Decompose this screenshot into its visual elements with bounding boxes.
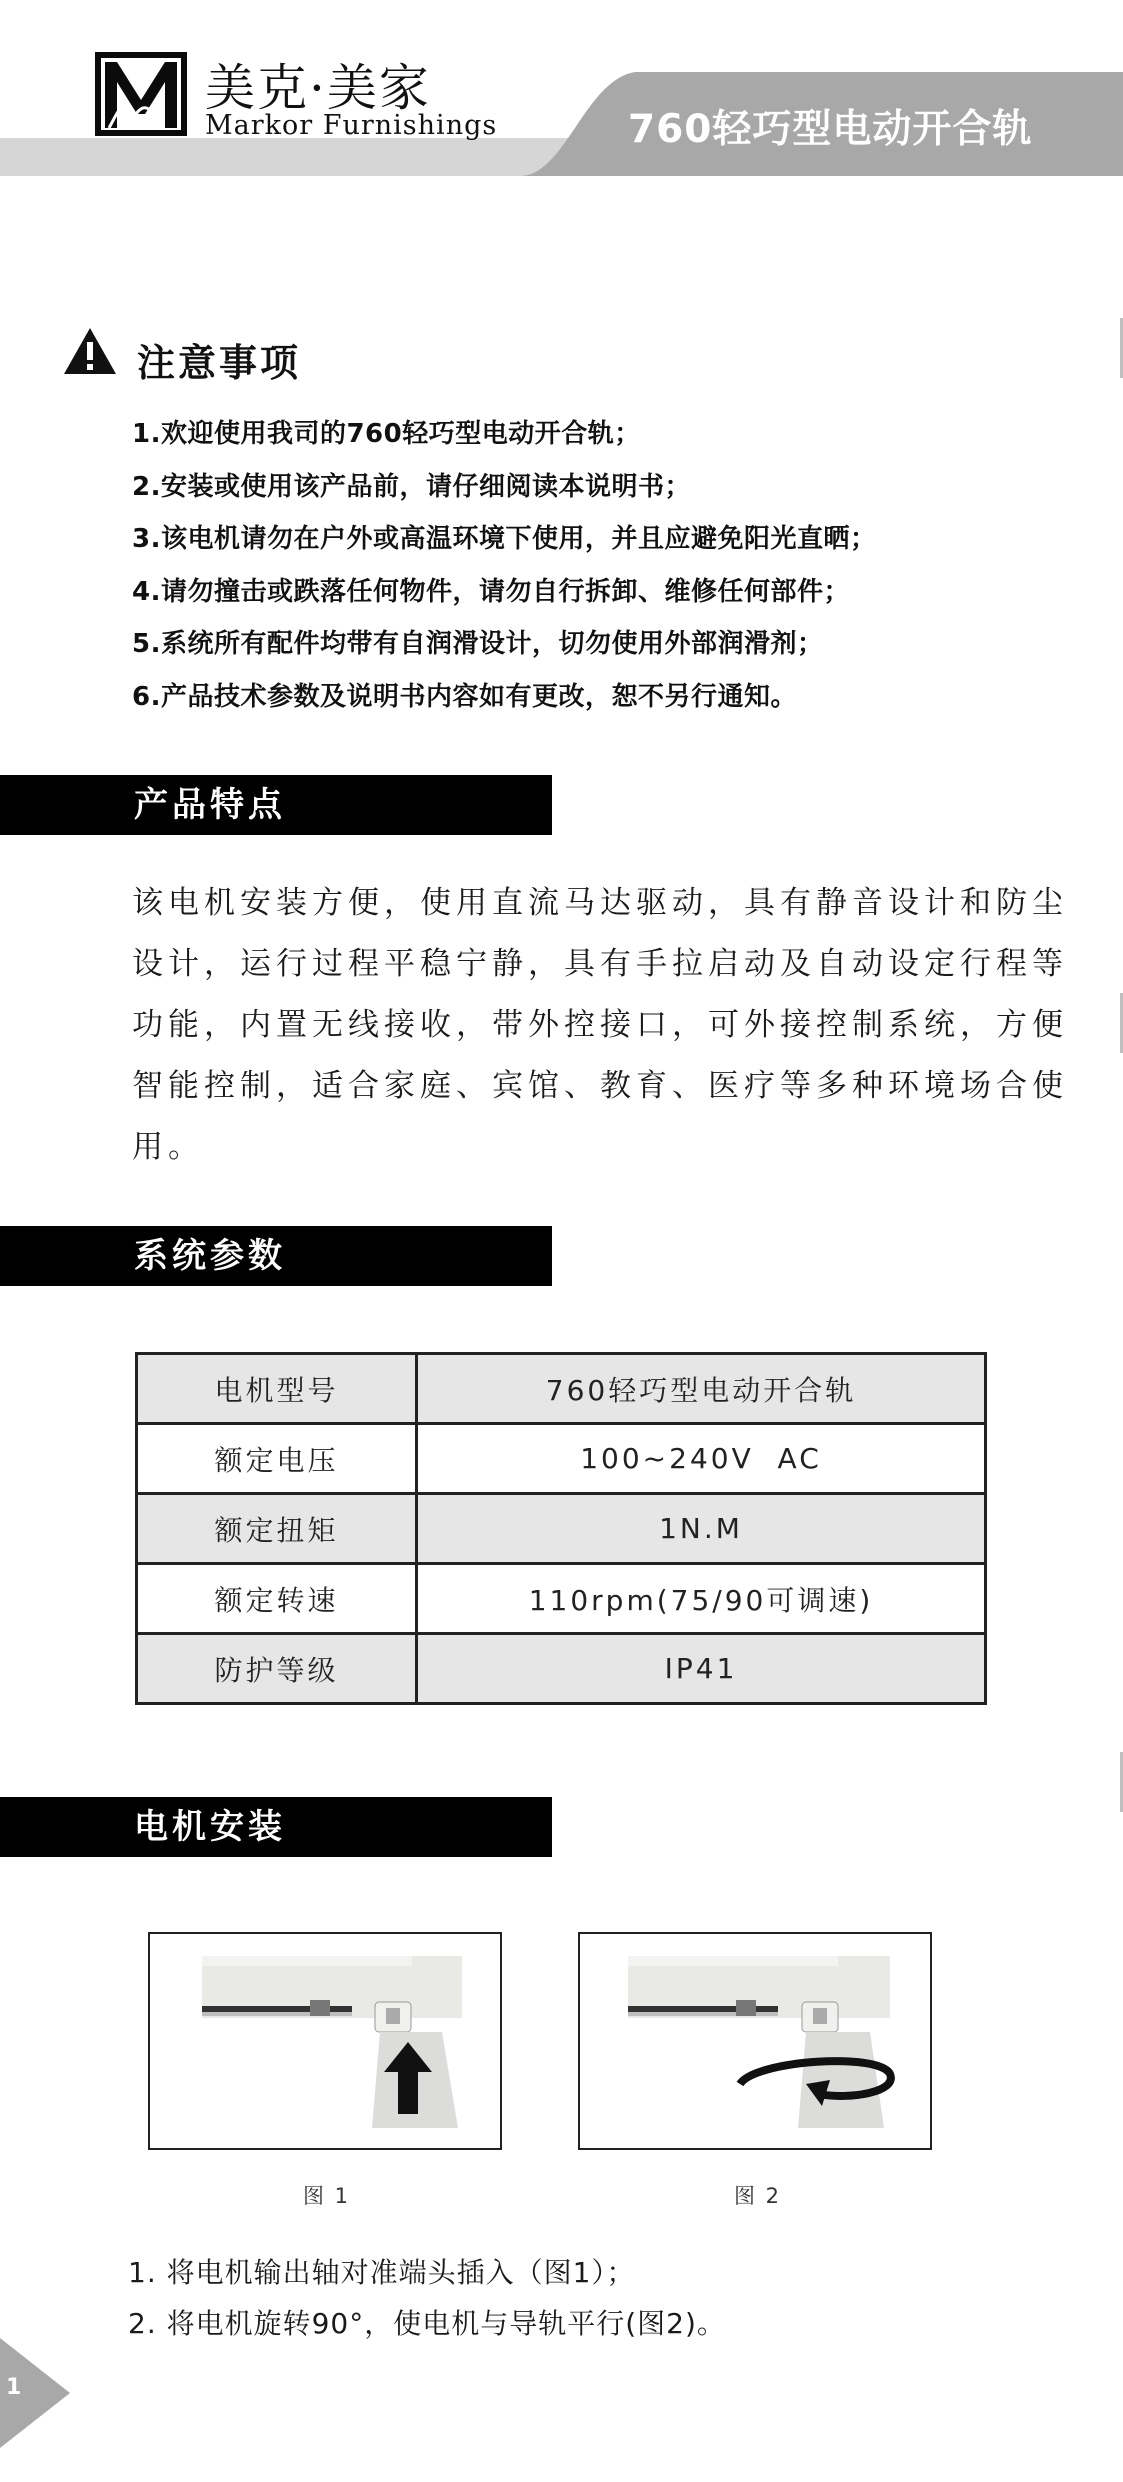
document-title: 760轻巧型电动开合轨 <box>628 107 1033 152</box>
table-row <box>137 1564 986 1634</box>
param-value: IP41 <box>417 1634 986 1704</box>
motor-rail-illustration <box>150 1934 500 2148</box>
list-item: 5.系统所有配件均带有自润滑设计，切勿使用外部润滑剂； <box>132 629 824 659</box>
parameter-table <box>135 1352 987 1705</box>
notice-heading: 注意事项 <box>137 341 302 385</box>
section-title-params: 系统参数 <box>134 1236 286 1276</box>
list-item: 2.安装或使用该产品前，请仔细阅读本说明书； <box>132 471 691 502</box>
param-key: 电机型号 <box>137 1354 417 1424</box>
param-value: 100~240V AC <box>417 1424 986 1494</box>
list-item: 4.请勿撞击或跌落任何物件，请勿自行拆卸、维修任何部件； <box>132 576 850 607</box>
brand-name-cn: 美克·美家 <box>205 59 431 117</box>
param-key: 额定扭矩 <box>137 1494 417 1564</box>
brand-name-en: Markor Furnishings <box>205 110 498 141</box>
list-item: 6.产品技术参数及说明书内容如有更改，恕不另行通知。 <box>132 681 797 712</box>
motor-rail-illustration <box>580 1934 930 2148</box>
list-item: 3.该电机请勿在户外或高温环境下使用，并且应避免阳光直晒； <box>132 524 877 554</box>
table-row <box>137 1494 986 1564</box>
param-value: 110rpm(75/90可调速) <box>417 1564 986 1634</box>
figure-1 <box>148 1932 502 2150</box>
table-row <box>137 1634 986 1704</box>
figure-2 <box>578 1932 932 2150</box>
table-row <box>137 1424 986 1494</box>
page-number: 1 <box>6 2375 22 2400</box>
list-item: 2. 将电机旋转90°，使电机与导轨平行(图2)。 <box>128 2307 726 2340</box>
table-row <box>137 1354 986 1424</box>
install-steps <box>128 2247 726 2349</box>
brand-logo-mark <box>95 52 187 136</box>
notice-list <box>132 408 876 723</box>
figure-2-caption: 图 2 <box>734 2184 782 2208</box>
figure-1-caption: 图 1 <box>303 2184 351 2208</box>
param-value: 1N.M <box>417 1494 986 1564</box>
param-key: 额定电压 <box>137 1424 417 1494</box>
features-paragraph: 该电机安装方便，使用直流马达驱动，具有静音设计和防尘设计，运行过程平稳宁静，具有手拉启动及自动设定行程等功能，内置无线接收，带外控接口，可外接控制系统，方便智能控制，适合家庭、宾馆、教育、医疗等多种环境场合使用。 <box>132 885 1068 1165</box>
param-value: 760轻巧型电动开合轨 <box>417 1354 986 1424</box>
param-key: 额定转速 <box>137 1564 417 1634</box>
section-title-features: 产品特点 <box>134 785 286 825</box>
list-item: 1. 将电机输出轴对准端头插入（图1）； <box>128 2256 636 2289</box>
section-title-install: 电机安装 <box>134 1807 286 1847</box>
param-key: 防护等级 <box>137 1634 417 1704</box>
list-item: 1.欢迎使用我司的760轻巧型电动开合轨； <box>132 419 641 449</box>
warning-icon <box>62 326 118 376</box>
